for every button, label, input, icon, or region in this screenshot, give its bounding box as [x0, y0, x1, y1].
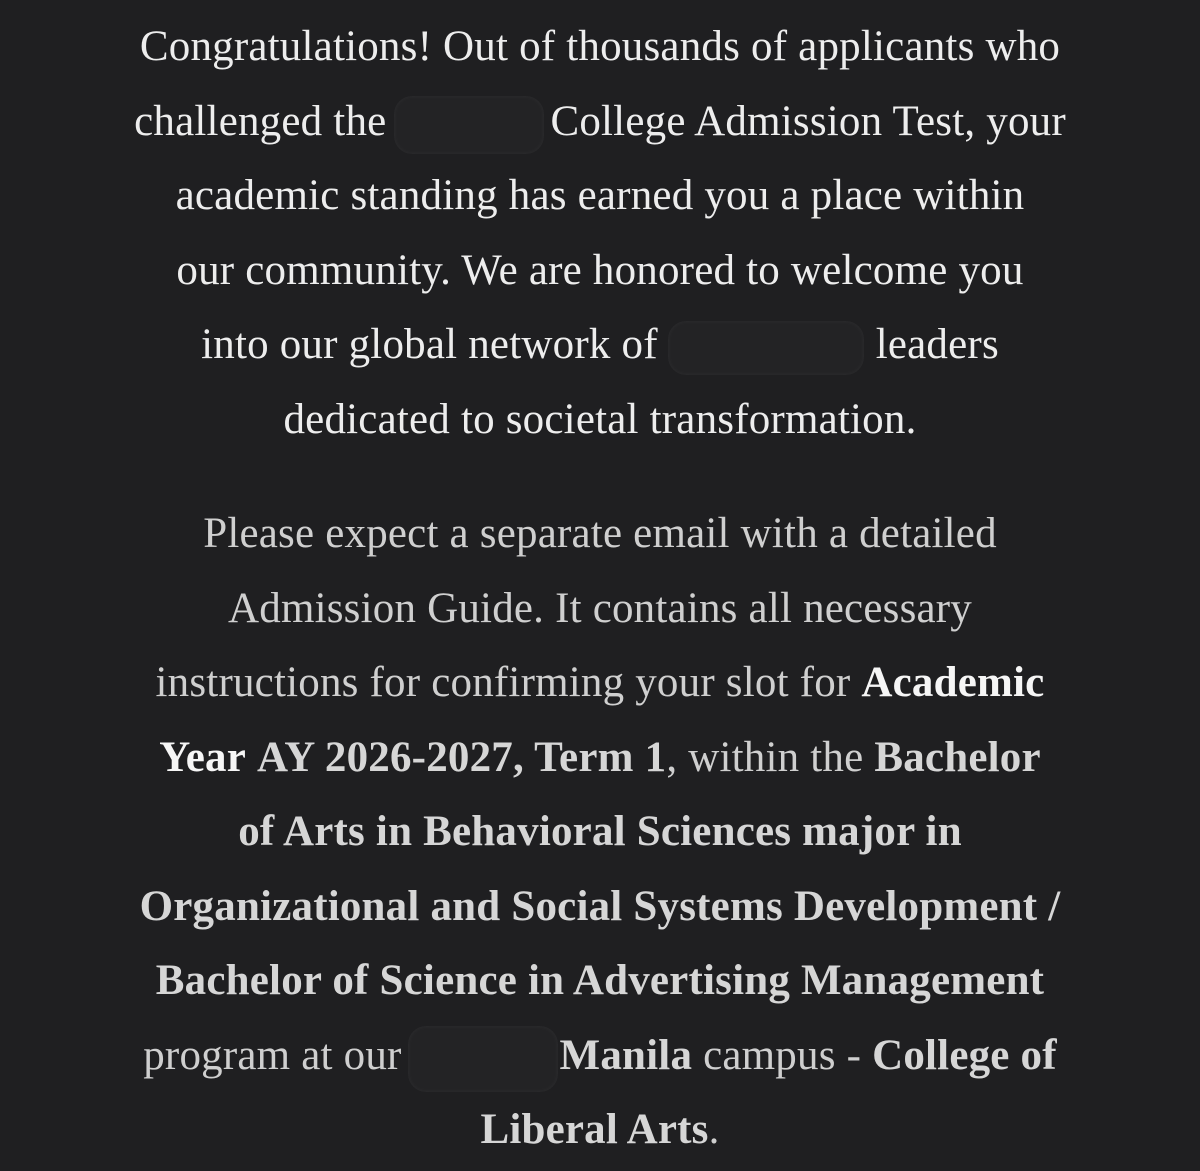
p1-line-5-end: leaders	[875, 321, 999, 368]
redaction-mark	[394, 96, 544, 154]
college-name-end: Liberal Arts	[480, 1106, 709, 1153]
campus-name: Manila	[559, 1031, 693, 1079]
redaction-mark	[668, 321, 864, 375]
academic-year-label-end: Year	[159, 733, 247, 781]
program-name-line-3: Bachelor of Science in Advertising Management	[155, 957, 1045, 1004]
congratulations-paragraph	[0, 10, 1200, 457]
p1-line-4: our community. We are honored to welcome you	[176, 246, 1024, 294]
academic-term: AY 2026-2027, Term 1	[256, 733, 667, 781]
p1-line-6: dedicated to societal transformation.	[283, 395, 917, 443]
academic-year-label-start: Academic	[861, 659, 1045, 706]
p2-line-1: Please expect a separate email with a detailed	[203, 510, 997, 557]
program-name-line-1: of Arts in Behavioral Sciences major in	[238, 808, 962, 855]
admission-guide-paragraph	[0, 497, 1200, 1168]
p1-line-5-start: into our global network of	[201, 321, 658, 368]
p2-line-8-start: program at our	[143, 1031, 402, 1079]
college-name-start: College of	[872, 1031, 1057, 1079]
p2-line-3	[0, 646, 1200, 721]
redaction-mark	[408, 1026, 558, 1092]
p2-line-4	[0, 721, 1200, 796]
p1-line-1: Congratulations! Out of thousands of applicants who	[139, 23, 1061, 70]
p2-line-8-mid: campus -	[703, 1031, 862, 1079]
p2-line-8	[0, 1019, 1200, 1094]
p2-line-9	[0, 1093, 1200, 1168]
p1-line-2-start: challenged the	[134, 97, 387, 145]
program-name-start: Bachelor	[874, 733, 1041, 781]
p1-line-3: academic standing has earned you a place within	[175, 172, 1025, 219]
p1-line-5	[0, 308, 1200, 383]
program-name-line-2: Organizational and Social Systems Development /	[139, 882, 1061, 930]
p2-line-3-start: instructions for confirming your slot for	[155, 659, 851, 706]
final-period: .	[708, 1106, 720, 1153]
p2-line-2: Admission Guide. It contains all necessary	[227, 584, 973, 632]
p1-line-2	[0, 85, 1200, 160]
p1-line-2-end: College Admission Test, your	[550, 97, 1066, 145]
p2-line-4-mid: , within the	[666, 733, 864, 781]
